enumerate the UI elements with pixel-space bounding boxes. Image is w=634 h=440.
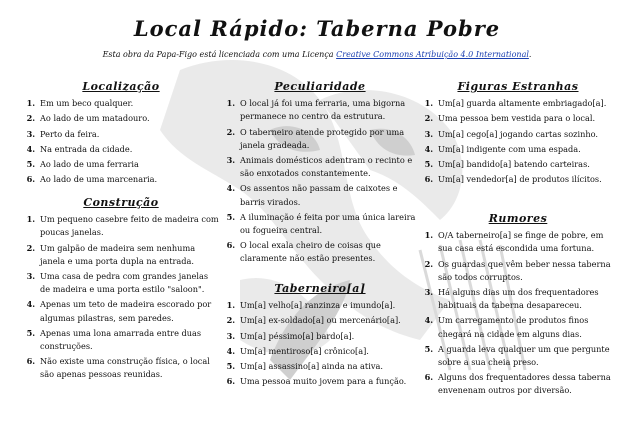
list-item: 1. Um[a] velho[a] ranzinza e imundo[a].: [238, 299, 418, 312]
list-localizacao: [22, 97, 220, 186]
list-item: 3. Animais domésticos adentram o recinto e são enxotados constantemente.: [238, 154, 418, 180]
list-figuras: [420, 97, 616, 186]
page-title: Local Rápido: Taberna Pobre: [133, 16, 501, 41]
list-item: 4. Um carregamento de produtos finos chegará na cidade em alguns dias.: [436, 314, 616, 340]
list-item: 1. Em um beco qualquer.: [38, 97, 220, 110]
list-item: 2. O taberneiro atende protegido por uma janela gradeada.: [238, 126, 418, 152]
list-item: 4. Um[a] mentiroso[a] crônico[a].: [238, 345, 418, 358]
section-localizacao: [22, 80, 220, 188]
list-item: 5. Apenas uma lona amarrada entre duas construções.: [38, 327, 220, 353]
list-item: 4. Na entrada da cidade.: [38, 143, 220, 156]
list-item: 1. Um pequeno casebre feito de madeira com poucas janelas.: [38, 213, 220, 239]
list-item: 3. Um[a] cego[a] jogando cartas sozinho.: [436, 128, 616, 141]
list-item: 3. Uma casa de pedra com grandes janelas de madeira e uma porta estilo "saloon".: [38, 270, 220, 296]
list-item: 2. Um galpão de madeira sem nenhuma janela e uma porta dupla na entrada.: [38, 242, 220, 268]
list-item: 4. Os assentos não passam de caixotes e barris virados.: [238, 182, 418, 208]
list-item: 5. Um[a] assassino[a] ainda na ativa.: [238, 360, 418, 373]
list-item: 2. Uma pessoa bem vestida para o local.: [436, 112, 616, 125]
list-item: 1. Um[a] guarda altamente embriagado[a].: [436, 97, 616, 110]
license-suffix: .: [528, 50, 532, 59]
license-line: [0, 50, 634, 59]
list-item: 4. Apenas um teto de madeira escorado por algumas pilastras, sem paredes.: [38, 298, 220, 324]
list-item: 2. Ao lado de um matadouro.: [38, 112, 220, 125]
section-figuras: [420, 80, 616, 188]
list-item: 6. Não existe uma construção física, o local são apenas pessoas reunidas.: [38, 355, 220, 381]
list-item: 1. O/A taberneiro[a] se finge de pobre, em sua casa está escondida uma fortuna.: [436, 229, 616, 255]
section-rumores: [420, 212, 616, 400]
list-item: 5. Um[a] bandido[a] batendo carteiras.: [436, 158, 616, 171]
heading-taberneiro: Taberneiro[a]: [274, 282, 366, 295]
section-construcao: [22, 196, 220, 384]
list-item: 5. A guarda leva qualquer um que pergunte sobre a sua cheia preso.: [436, 343, 616, 369]
list-rumores: [420, 229, 616, 397]
license-link[interactable]: Creative Commons Atribuição 4.0 International: [336, 50, 529, 59]
heading-construcao: Construção: [83, 196, 159, 209]
section-peculiaridade: [222, 80, 418, 268]
license-prefix: Esta obra da Papa-Figo está licenciada com uma Licença: [102, 50, 334, 59]
heading-figuras: Figuras Estranhas: [457, 80, 579, 93]
heading-rumores: Rumores: [488, 212, 548, 225]
list-item: 6. O local exala cheiro de coisas que claramente não estão presentes.: [238, 239, 418, 265]
list-item: 4. Um[a] indigente com uma espada.: [436, 143, 616, 156]
list-item: 6. Uma pessoa muito jovem para a função.: [238, 375, 418, 388]
list-item: 6. Ao lado de uma marcenaria.: [38, 173, 220, 186]
list-taberneiro: [222, 299, 418, 388]
list-item: 6. Alguns dos frequentadores dessa taberna envenenam outros por diversão.: [436, 371, 616, 397]
list-item: 2. Os guardas que vêm beber nessa taberna são todos corruptos.: [436, 258, 616, 284]
list-item: 5. A iluminação é feita por uma única lareira ou fogueira central.: [238, 211, 418, 237]
list-item: 1. O local já foi uma ferraria, uma bigorna permanece no centro da estrutura.: [238, 97, 418, 123]
list-construcao: [22, 213, 220, 381]
list-item: 3. Perto da feira.: [38, 128, 220, 141]
list-item: 5. Ao lado de uma ferraria: [38, 158, 220, 171]
list-item: 3. Há alguns dias um dos frequentadores habituais da taberna desapareceu.: [436, 286, 616, 312]
heading-peculiaridade: Peculiaridade: [274, 80, 366, 93]
heading-localizacao: Localização: [82, 80, 160, 93]
section-taberneiro: [222, 282, 418, 390]
list-item: 2. Um[a] ex-soldado[a] ou mercenário[a].: [238, 314, 418, 327]
list-peculiaridade: [222, 97, 418, 265]
list-item: 6. Um[a] vendedor[a] de produtos ilícitos.: [436, 173, 616, 186]
list-item: 3. Um[a] péssimo[a] bardo[a].: [238, 330, 418, 343]
